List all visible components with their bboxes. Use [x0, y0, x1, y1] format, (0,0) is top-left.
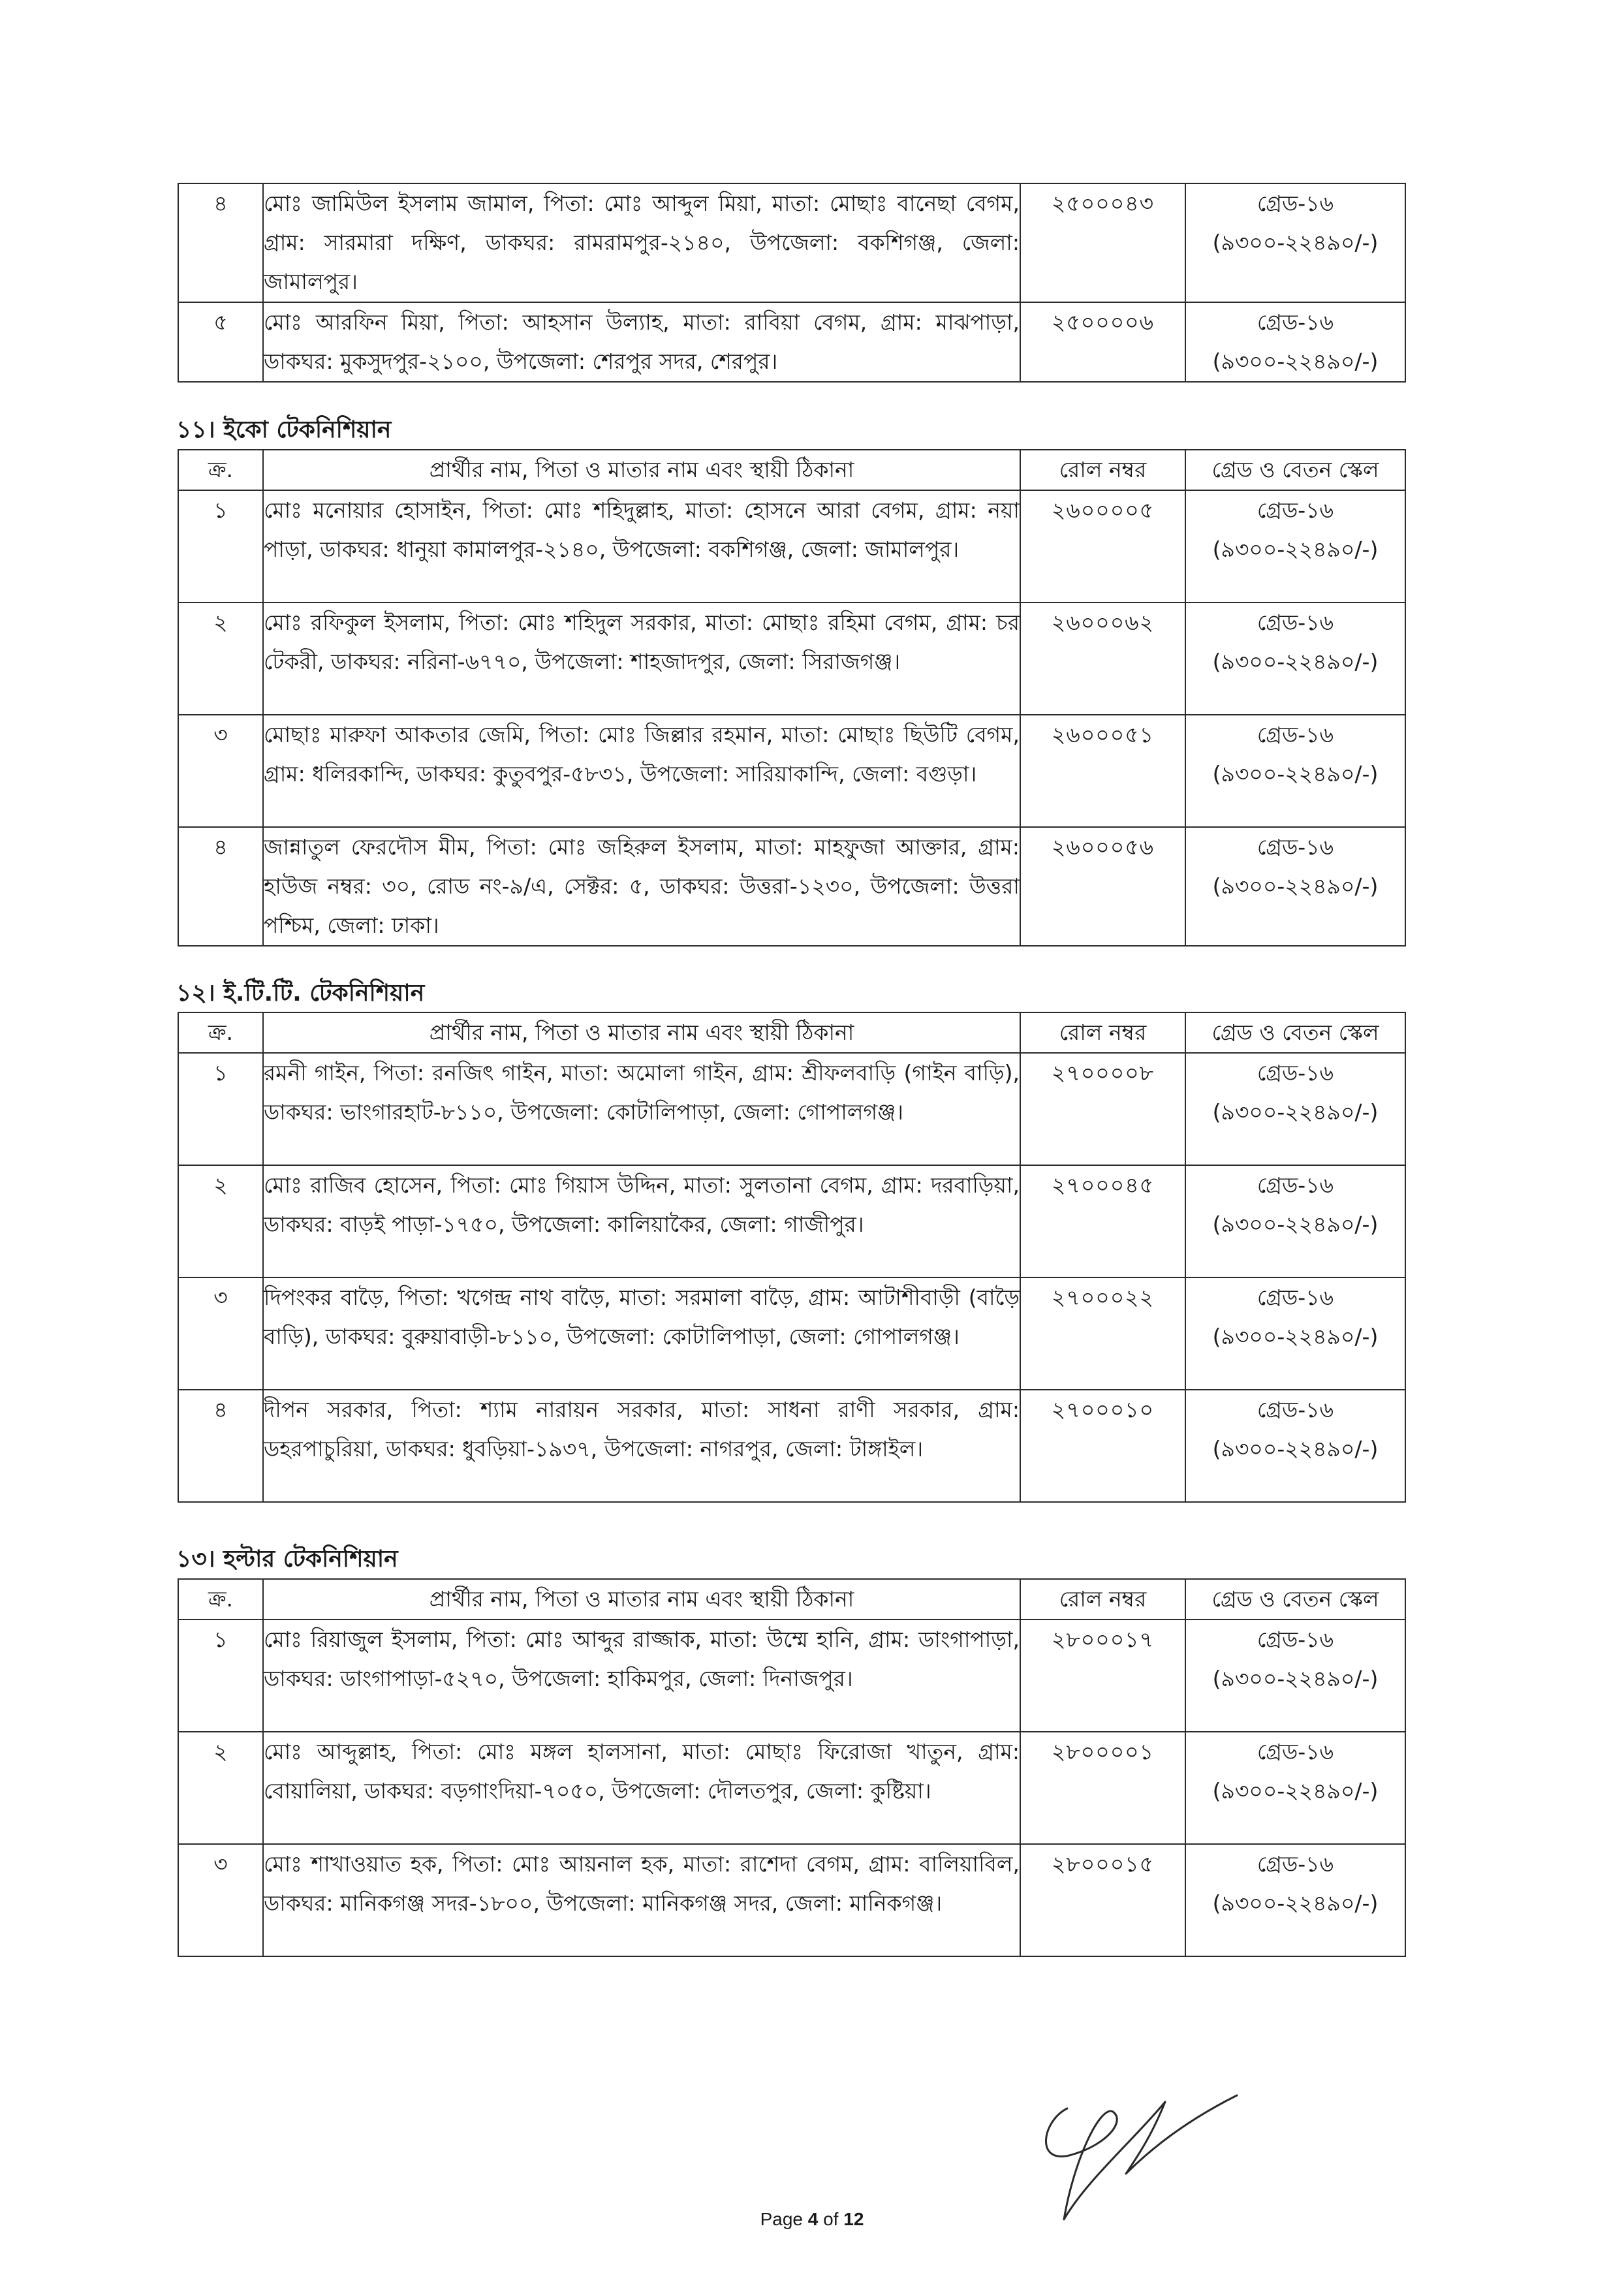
- pay-scale-label: (৯৩০০-২২৪৯০/-): [1212, 1099, 1379, 1125]
- serial-cell: ৪: [178, 1390, 263, 1502]
- candidate-info-cell: রমনী গাইন, পিতা: রনজিৎ গাইন, মাতা: অমোলা গাইন, গ্রাম: শ্রীফলবাড়ি (গাইন বাড়ি), ডাকঘর: ভাংগারহাট-৮১১০, উপজেলা: কোটালিপাড়া, জেলা: গোপালগঞ্জ।: [263, 1053, 1020, 1165]
- table-row: [178, 183, 1405, 302]
- grade-cell: [1185, 490, 1405, 602]
- header-serial: ক্র.: [178, 1579, 263, 1620]
- grade-cell: [1185, 827, 1405, 946]
- candidate-info-cell: মোঃ জামিউল ইসলাম জামাল, পিতা: মোঃ আব্দুল মিয়া, মাতা: মোছাঃ বানেছা বেগম, গ্রাম: সারমারা দক্ষিণ, ডাকঘর: রামরামপুর-২১৪০, উপজেলা: বকশিগঞ্জ, জেলা: জামালপুর।: [263, 183, 1020, 302]
- candidate-info-cell: মোছাঃ মারুফা আকতার জেমি, পিতা: মোঃ জিল্লার রহমান, মাতা: মোছাঃ ছিউটি বেগম, গ্রাম: ধলিরকান্দি, ডাকঘর: কুতুবপুর-৫৮৩১, উপজেলা: সারিয়াকান্দি, জেলা: বগুড়া।: [263, 715, 1020, 827]
- holter-table-body: [178, 1620, 1405, 1956]
- roll-number-cell: ২৫০০০৪৩: [1020, 183, 1185, 302]
- roll-number-cell: ২৭০০০২২: [1020, 1277, 1185, 1390]
- serial-cell: ২: [178, 1732, 263, 1844]
- table-row: [178, 602, 1405, 715]
- grade-label: গ্রেড-১৬: [1257, 1060, 1334, 1086]
- page-footer: [0, 2209, 1624, 2230]
- table-row: [178, 1165, 1405, 1277]
- total-page-number: 12: [843, 2209, 864, 2229]
- pay-scale-label: (৯৩০০-২২৪৯০/-): [1212, 349, 1379, 374]
- candidate-info-cell: মোঃ শাখাওয়াত হক, পিতা: মোঃ আয়নাল হক, মাতা: রাশেদা বেগম, গ্রাম: বালিয়াবিল, ডাকঘর: মানিকগঞ্জ সদর-১৮০০, উপজেলা: মানিকগঞ্জ সদর, জেলা: মানিকগঞ্জ।: [263, 1844, 1020, 1956]
- grade-label: গ্রেড-১৬: [1257, 497, 1334, 523]
- candidate-info-cell: দিপংকর বাড়ৈ, পিতা: খগেন্দ্র নাথ বাড়ৈ, মাতা: সরমালা বাড়ৈ, গ্রাম: আটাশীবাড়ী (বাড়ৈ বাড়ি), ডাকঘর: বুরুয়াবাড়ী-৮১১০, উপজেলা: কোটালিপাড়া, জেলা: গোপালগঞ্জ।: [263, 1277, 1020, 1390]
- roll-number-cell: ২৮০০০১৫: [1020, 1844, 1185, 1956]
- pay-scale-label: (৯৩০০-২২৪৯০/-): [1212, 1890, 1379, 1916]
- current-page-number: 4: [807, 2209, 819, 2229]
- pay-scale-label: (৯৩০০-২২৪৯০/-): [1212, 1666, 1379, 1691]
- serial-cell: ৩: [178, 1844, 263, 1956]
- grade-label: গ্রেড-১৬: [1257, 309, 1334, 335]
- grade-label: গ্রেড-১৬: [1257, 834, 1334, 860]
- ett-technician-table: [178, 1012, 1406, 1503]
- candidate-info-cell: মোঃ মনোয়ার হোসাইন, পিতা: মোঃ শহিদুল্লাহ, মাতা: হোসনে আরা বেগম, গ্রাম: নয়া পাড়া, ডাকঘর: ধানুয়া কামালপুর-২১৪০, উপজেলা: বকশিগঞ্জ, জেলা: জামালপুর।: [263, 490, 1020, 602]
- section-title-holter: ১৩। হল্টার টেকনিশিয়ান: [176, 1546, 398, 1573]
- grade-cell: [1185, 1620, 1405, 1732]
- section-title-eco: ১১। ইকো টেকনিশিয়ান: [176, 416, 392, 443]
- section-title-ett: ১২। ই.টি.টি. টেকনিশিয়ান: [176, 980, 425, 1007]
- grade-label: গ্রেড-১৬: [1257, 191, 1334, 216]
- pay-scale-label: (৯৩০০-২২৪৯০/-): [1212, 230, 1379, 255]
- table-row: [178, 1277, 1405, 1390]
- serial-cell: ৪: [178, 827, 263, 946]
- candidate-info-cell: মোঃ রফিকুল ইসলাম, পিতা: মোঃ শহিদুল সরকার, মাতা: মোছাঃ রহিমা বেগম, গ্রাম: চর টেকরী, ডাকঘর: নরিনা-৬৭৭০, উপজেলা: শাহজাদপুর, জেলা: সিরাজগঞ্জ।: [263, 602, 1020, 715]
- grade-cell: [1185, 302, 1405, 382]
- pay-scale-label: (৯৩০০-২২৪৯০/-): [1212, 649, 1379, 674]
- candidate-info-cell: মোঃ রিয়াজুল ইসলাম, পিতা: মোঃ আব্দুর রাজ্জাক, মাতা: উম্মে হানি, গ্রাম: ডাংগাপাড়া, ডাকঘর: ডাংগাপাড়া-৫২৭০, উপজেলা: হাকিমপুর, জেলা: দিনাজপুর।: [263, 1620, 1020, 1732]
- grade-label: গ্রেড-১৬: [1257, 1739, 1334, 1764]
- header-info: প্রার্থীর নাম, পিতা ও মাতার নাম এবং স্থায়ী ঠিকানা: [263, 1012, 1020, 1053]
- table-header-row: [178, 1579, 1405, 1620]
- roll-number-cell: ২৭০০০৪৫: [1020, 1165, 1185, 1277]
- roll-number-cell: ২৮০০০০১: [1020, 1732, 1185, 1844]
- header-roll: রোল নম্বর: [1020, 1579, 1185, 1620]
- roll-number-cell: ২৮০০০১৭: [1020, 1620, 1185, 1732]
- serial-cell: ৫: [178, 302, 263, 382]
- grade-label: গ্রেড-১৬: [1257, 610, 1334, 635]
- header-info: প্রার্থীর নাম, পিতা ও মাতার নাম এবং স্থায়ী ঠিকানা: [263, 1579, 1020, 1620]
- page-of-label: of: [818, 2209, 844, 2229]
- header-grade: গ্রেড ও বেতন স্কেল: [1185, 1012, 1405, 1053]
- continuation-table: [178, 183, 1406, 383]
- header-serial: ক্র.: [178, 450, 263, 490]
- table-row: [178, 1732, 1405, 1844]
- grade-label: গ্রেড-১৬: [1257, 1627, 1334, 1652]
- table-row: [178, 1844, 1405, 1956]
- table-row: [178, 1620, 1405, 1732]
- serial-cell: ২: [178, 602, 263, 715]
- continuation-table-body: [178, 183, 1405, 382]
- candidate-info-cell: দীপন সরকার, পিতা: শ্যাম নারায়ন সরকার, মাতা: সাধনা রাণী সরকার, গ্রাম: ডহরপাচুরিয়া, ডাকঘর: ধুবড়িয়া-১৯৩৭, উপজেলা: নাগরপুর, জেলা: টাঙ্গাইল।: [263, 1390, 1020, 1502]
- serial-cell: ৩: [178, 1277, 263, 1390]
- header-info: প্রার্থীর নাম, পিতা ও মাতার নাম এবং স্থায়ী ঠিকানা: [263, 450, 1020, 490]
- grade-cell: [1185, 1053, 1405, 1165]
- table-header-row: [178, 450, 1405, 490]
- grade-cell: [1185, 1732, 1405, 1844]
- pay-scale-label: (৯৩০০-২২৪৯০/-): [1212, 1324, 1379, 1349]
- header-grade: গ্রেড ও বেতন স্কেল: [1185, 450, 1405, 490]
- pay-scale-label: (৯৩০০-২২৪৯০/-): [1212, 1778, 1379, 1804]
- table-row: [178, 1390, 1405, 1502]
- table-row: [178, 490, 1405, 602]
- candidate-info-cell: মোঃ আব্দুল্লাহ, পিতা: মোঃ মঙ্গল হালসানা, মাতা: মোছাঃ ফিরোজা খাতুন, গ্রাম: বোয়ালিয়া, ডাকঘর: বড়গাংদিয়া-৭০৫০, উপজেলা: দৌলতপুর, জেলা: কুষ্টিয়া।: [263, 1732, 1020, 1844]
- roll-number-cell: ২৬০০০৫১: [1020, 715, 1185, 827]
- page-label: Page: [760, 2209, 808, 2229]
- roll-number-cell: ২৭০০০০৮: [1020, 1053, 1185, 1165]
- grade-label: গ্রেড-১৬: [1257, 1397, 1334, 1422]
- roll-number-cell: ২৫০০০০৬: [1020, 302, 1185, 382]
- table-row: [178, 827, 1405, 946]
- table-row: [178, 1053, 1405, 1165]
- candidate-info-cell: মোঃ আরফিন মিয়া, পিতা: আহসান উল্যাহ, মাতা: রাবিয়া বেগম, গ্রাম: মাঝপাড়া, ডাকঘর: মুকসুদপুর-২১০০, উপজেলা: শেরপুর সদর, শেরপুর।: [263, 302, 1020, 382]
- candidate-info-cell: জান্নাতুল ফেরদৌস মীম, পিতা: মোঃ জহিরুল ইসলাম, মাতা: মাহফুজা আক্তার, গ্রাম: হাউজ নম্বর: ৩০, রোড নং-৯/এ, সেক্টর: ৫, ডাকঘর: উত্তরা-১২৩০, উপজেলা: উত্তরা পশ্চিম, জেলা: ঢাকা।: [263, 827, 1020, 946]
- eco-table-body: [178, 490, 1405, 946]
- grade-label: গ্রেড-১৬: [1257, 1172, 1334, 1198]
- grade-cell: [1185, 1165, 1405, 1277]
- grade-cell: [1185, 1844, 1405, 1956]
- roll-number-cell: ২৬০০০০৫: [1020, 490, 1185, 602]
- grade-cell: [1185, 183, 1405, 302]
- grade-label: গ্রেড-১৬: [1257, 1851, 1334, 1877]
- roll-number-cell: ২৬০০০৬২: [1020, 602, 1185, 715]
- header-roll: রোল নম্বর: [1020, 450, 1185, 490]
- holter-technician-table: [178, 1578, 1406, 1957]
- serial-cell: ১: [178, 1620, 263, 1732]
- header-roll: রোল নম্বর: [1020, 1012, 1185, 1053]
- table-header-row: [178, 1012, 1405, 1053]
- serial-cell: ৩: [178, 715, 263, 827]
- candidate-info-cell: মোঃ রাজিব হোসেন, পিতা: মোঃ গিয়াস উদ্দিন, মাতা: সুলতানা বেগম, গ্রাম: দরবাড়িয়া, ডাকঘর: বাড়ই পাড়া-১৭৫০, উপজেলা: কালিয়াকৈর, জেলা: গাজীপুর।: [263, 1165, 1020, 1277]
- pay-scale-label: (৯৩০০-২২৪৯০/-): [1212, 873, 1379, 899]
- serial-cell: ৪: [178, 183, 263, 302]
- eco-technician-table: [178, 449, 1406, 947]
- serial-cell: ২: [178, 1165, 263, 1277]
- serial-cell: ১: [178, 490, 263, 602]
- pay-scale-label: (৯৩০০-২২৪৯০/-): [1212, 537, 1379, 562]
- ett-table-body: [178, 1053, 1405, 1502]
- table-row: [178, 302, 1405, 382]
- serial-cell: ১: [178, 1053, 263, 1165]
- roll-number-cell: ২৬০০০৫৬: [1020, 827, 1185, 946]
- grade-cell: [1185, 715, 1405, 827]
- grade-label: গ্রেড-১৬: [1257, 722, 1334, 747]
- grade-cell: [1185, 1390, 1405, 1502]
- pay-scale-label: (৯৩০০-২২৪৯০/-): [1212, 1212, 1379, 1237]
- grade-label: গ্রেড-১৬: [1257, 1285, 1334, 1310]
- header-serial: ক্র.: [178, 1012, 263, 1053]
- grade-cell: [1185, 602, 1405, 715]
- pay-scale-label: (৯৩০০-২২৪৯০/-): [1212, 761, 1379, 787]
- table-row: [178, 715, 1405, 827]
- pay-scale-label: (৯৩০০-২২৪৯০/-): [1212, 1436, 1379, 1462]
- grade-cell: [1185, 1277, 1405, 1390]
- roll-number-cell: ২৭০০০১০: [1020, 1390, 1185, 1502]
- header-grade: গ্রেড ও বেতন স্কেল: [1185, 1579, 1405, 1620]
